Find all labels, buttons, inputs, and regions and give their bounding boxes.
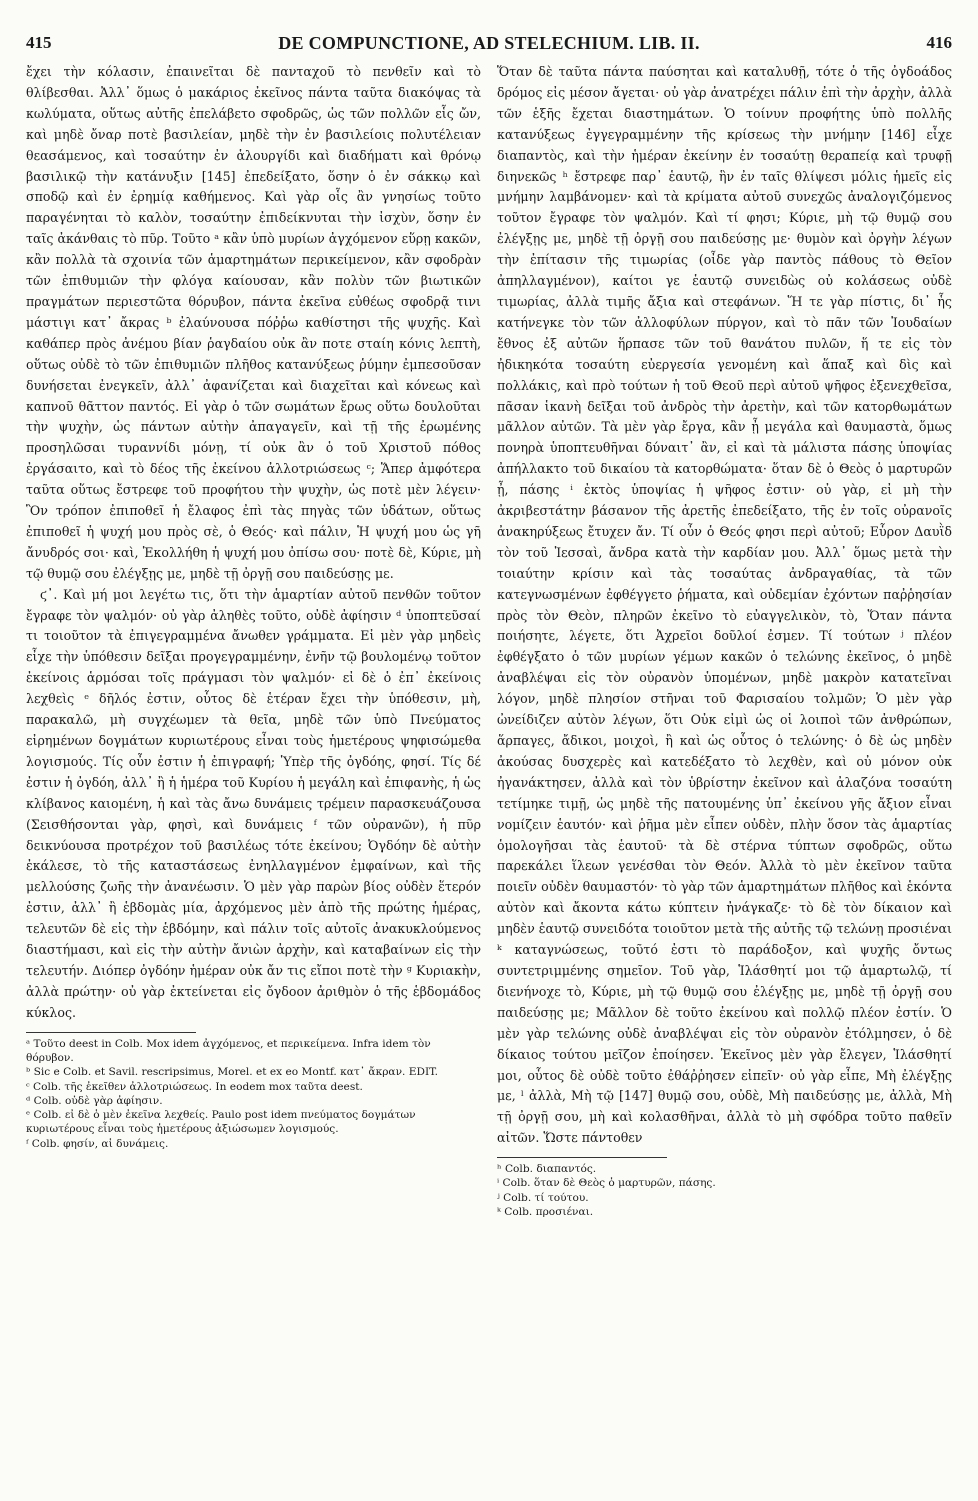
footnote: ᶜ Colb. τῆς ἐκεῖθεν ἀλλοτριώσεως. In eodem mox ταῦτα deest.: [26, 1080, 363, 1093]
footnote: ᵉ Colb. εἰ δὲ ὁ μὲν ἐκεῖνα λεχθείς. Paulo post idem πνεύματος δογμάτων κυριωτέρους εἶναι τοὺς ἡμετέρους ἀξιώσωμεν λογισμούς.: [26, 1109, 416, 1136]
footnote: ʲ Colb. τί τούτου.: [497, 1191, 589, 1204]
footnote-rule: [26, 1032, 196, 1033]
footnote: ᵈ Colb. οὐδὲ γὰρ ἀφίησιν.: [26, 1094, 163, 1107]
running-header: [26, 30, 952, 56]
footnote: ʰ Colb. διαπαντός.: [497, 1163, 597, 1176]
page-number-left: 415: [26, 33, 52, 52]
footnotes: [497, 1157, 952, 1219]
footnote: ᶠ Colb. φησίν, αἱ δυνάμεις.: [26, 1137, 169, 1150]
footnotes: [26, 1032, 481, 1151]
page-number-right: 416: [926, 33, 952, 52]
paragraph: ϛ᾽. Καὶ μή μοι λεγέτω τις, ὅτι τὴν ἁμαρτίαν αὐτοῦ πενθῶν τοῦτον ἔγραφε τὸν ψαλμόν· οὐ γὰρ ἀληθὲς τοῦτο, οὐδὲ ἀφίησιν ᵈ ὑποπτεῦσαί τι τοιοῦτον τὰ ἐπιγεγραμμένα ἄνωθεν γράμματα. Εἰ μὲν γὰρ μηδεὶς εἶχε τὴν ὑπόθεσιν δεῖξαι προγεγραμμένην, ἐνῆν τῷ βουλομένῳ τοῦτον ἐκείνοις ἁρμόσαι τοῖς πράγμασι τὸν ψαλμόν· εἰ δὲ ὁ ἐπ᾽ ἐκείνοις λεχθεὶς ᵉ δῆλός ἐστιν, οὗτος δὲ ἑτέραν ἔχει τὴν ὑπόθεσιν, μὴ, παρακαλῶ, μὴ συγχέωμεν τὰ θεῖα, μηδὲ τῶν ὑπὸ Πνεύματος εἰρημένων δογμάτων κυριωτέρους εἶναι τοὺς ἡμετέρους ψηφισώμεθα λογισμούς. Τίς οὖν ἐστιν ἡ ἐπιγραφή; Ὑπὲρ τῆς ὀγδόης, φησί. Τίς δέ ἐστιν ἡ ὀγδόη, ἀλλ᾽ ἢ ἡ ἡμέρα τοῦ Κυρίου ἡ μεγάλη καὶ ἐπιφανὴς, ἡ ὡς κλίβανος καιομένη, ἡ καὶ τὰς ἄνω δυνάμεις τρέμειν παρασκευάζουσα (Σεισθήσονται γὰρ, φησὶ, καὶ δυνάμεις ᶠ τῶν οὐρανῶν), ἡ πῦρ δεικνύουσα προτρέχον τοῦ βασιλέως τότε ἐκείνου; Ὀγδόην δὲ αὐτὴν ἐκάλεσε, τὸ τῆς καταστάσεως ἐνηλλαγμένον ἐμφαίνων, καὶ τῆς μελλούσης ζωῆς τὴν ἀνανέωσιν. Ὁ μὲν γὰρ παρὼν βίος οὐδὲν ἕτερόν ἐστιν, ἀλλ᾽ ἢ ἑβδομὰς μία, ἀρχόμενος μὲν ἀπὸ τῆς πρώτης ἡμέρας, τελευτῶν δὲ εἰς τὴν ἑβδόμην, καὶ πάλιν τοῖς αὐτοῖς ἀνακυκλούμενος διαστήμασι, καὶ εἰς τὴν αὐτὴν ἄνιὼν ἀρχὴν, καὶ καταβαίνων εἰς τὴν τελευτήν. Διόπερ ὀγδόην ἡμέραν οὐκ ἄν τις εἴποι ποτὲ τὴν ᵍ Κυριακὴν, ἀλλὰ πρώτην· οὐ γὰρ ἐκτείνεται εἰς ὄγδοον ἀριθμὸν ὁ τῆς ἑβδομάδος κύκλος.: [26, 586, 481, 1020]
footnote: ⁱ Colb. ὅταν δὲ Θεὸς ὁ μαρτυρῶν, πάσης.: [497, 1177, 716, 1190]
running-title: DE COMPUNCTIONE, AD STELECHIUM. LIB. II.: [278, 32, 700, 53]
paragraph: ἔχει τὴν κόλασιν, ἐπαινεῖται δὲ πανταχοῦ τὸ πενθεῖν καὶ τὸ θλίβεσθαι. Ἀλλ᾽ ὅμως ὁ μακάριος ἐκεῖνος πάντα ταῦτα διακόψας τὰ κωλύματα, οὕτως αὐτῆς ἐπελάβετο σφοδρῶς, ὡς τῶν πολλῶν εἷς ὤν, καὶ μηδὲ ὄναρ ποτὲ βασιλείαν, μηδὲ τὴν ἐν βασιλείοις πολυτέλειαν θεασάμενος, καὶ τοσαύτην ἐν ἁλουργίδι καὶ διαδήματι καὶ θρόνῳ βασιλικῷ τὴν κατάνυξιν [145] ἐπεδείξατο, ὅσην ὁ ἐν σάκκῳ καὶ σποδῷ καὶ ἐν ἐρημίᾳ καθήμενος. Καὶ γὰρ οἷς ἂν γνησίως τοῦτο παραγένηται τὸ καλὸν, τοσαύτην ἐπιδείκνυται τὴν ἰσχὺν, ὅσην ἐν ταῖς ἀκάνθαις τὸ πῦρ. Τοῦτο ᵃ κἂν ὑπὸ μυρίων ἀγχόμενον εὕρῃ κακῶν, κἂν πολλὰ τὰ σχοινία τῶν ἁμαρτημάτων περικείμενον, κἂν σφοδρὰν τῶν ἐπιθυμιῶν τὴν φλόγα καίουσαν, κἂν πολὺν τῶν βιωτικῶν πραγμάτων περιεστῶτα θόρυβον, πάντα ἐκεῖνα εὐθέως σφοδρᾷ τινι μάστιγι κατ᾽ ἄκρας ᵇ ἐλαύνουσα πόῤῥω καθίστησι τῆς ψυχῆς. Καὶ καθάπερ πρὸς ἀνέμου βίαν ῥαγδαίου οὐκ ἂν ποτε σταίη κόνις λεπτὴ, οὕτως οὐδὲ τὸ τῶν ἐπιθυμιῶν πλῆθος κατανύξεως ῥύμην ἐμπεσοῦσαν δυνήσεται ἐνεγκεῖν, ἀλλ᾽ ἀφανίζεται καὶ διαχεῖται καὶ κόνεως καὶ καπνοῦ θᾶττον παντός. Εἰ γὰρ ὁ τῶν σωμάτων ἔρως οὕτω δουλοῦται τὴν ψυχὴν, ὡς πάντων αὐτὴν ἀπαγαγεῖν, καὶ τῇ τῆς ἐρωμένης προσηλῶσαι τυραννίδι μόνῃ, τί οὐκ ἂν ὁ τοῦ Χριστοῦ πόθος ἐργάσαιτο, καὶ τὸ δέος τῆς ἐκείνου ἀλλοτριώσεως ᶜ; Ἅπερ ἀμφότερα ταῦτα οὕτως ἔστρεφε τοῦ προφήτου τὴν ψυχὴν, ὡς ποτὲ μὲν λέγειν· Ὃν τρόπον ἐπιποθεῖ ἡ ἔλαφος ἐπὶ τὰς πηγὰς τῶν ὑδάτων, οὕτως ἐπιποθεῖ ἡ ψυχή μου πρὸς σὲ, ὁ Θεός· καὶ πάλιν, Ἡ ψυχή μου ὡς γῆ ἄνυδρός σοι· καὶ, Ἐκολλήθη ἡ ψυχή μου ὀπίσω σου· ποτὲ δὲ, Κύριε, μὴ τῷ θυμῷ σου ἐλέγξῃς με, μηδὲ τῇ ὀργῇ σου παιδεύσῃς με.: [26, 64, 481, 581]
left-column: [26, 62, 481, 1151]
footnote-rule: [497, 1157, 667, 1158]
right-column: [497, 62, 952, 1219]
footnote: ᵏ Colb. προσιέναι.: [497, 1206, 594, 1219]
paragraph: Ὅταν δὲ ταῦτα πάντα παύσηται καὶ καταλυθῇ, τότε ὁ τῆς ὀγδοάδος δρόμος εἰς μέσον ἄγεται· οὐ γὰρ ἀνατρέχει πάλιν ἐπὶ τὴν ἀρχὴν, ἀλλὰ τῶν ἑξῆς ἔχεται διαστημάτων. Ὁ τοίνυν προφήτης ὑπὸ πολλῆς κατανύξεως ἐγγεγραμμένην τῆς κρίσεως τὴν μνήμην [146] εἶχε διαπαντὸς, καὶ τὴν ἡμέραν ἐκείνην ἐν τοσαύτῃ θεραπείᾳ καὶ τρυφῇ διηνεκῶς ʰ ἔστρεφε παρ᾽ ἑαυτῷ, ἣν ἐν ταῖς θλίψεσι μόλις ἡμεῖς εἰς μνήμην λαμβάνομεν· καὶ τὰ κρίματα αὐτοῦ συνεχῶς ἀναλογιζόμενος τοῦτον ἔγραφε τὸν ψαλμόν. Καὶ τί φησι; Κύριε, μὴ τῷ θυμῷ σου ἐλέγξῃς με, μηδὲ τῇ ὀργῇ σου παιδεύσῃς με· θυμὸν καὶ ὀργὴν λέγων τὴν ἐπίτασιν τῆς τιμωρίας (οἶδε γὰρ παντὸς πάθους τὸ Θεῖον ἀπηλλαγμένον), καίτοι γε ἑαυτῷ συνειδὼς οὐ κολάσεως οὐδὲ τιμωρίας, ἀλλὰ τιμῆς ἄξια καὶ στεφάνων. Ἥ τε γὰρ πίστις, δι᾽ ἧς κατήνεγκε τὸν τῶν ἀλλοφύλων πύργον, καὶ τὸ πᾶν τῶν Ἰουδαίων ἔθνος ἐξ αὐτῶν ἥρπασε τῶν τοῦ θανάτου πυλῶν, ἥ τε εἰς τὸν ἠδικηκότα τοσαύτη εὐεργεσία γενομένη καὶ ἅπαξ καὶ δὶς καὶ πολλάκις, καὶ πρὸ τούτων ἡ τοῦ Θεοῦ περὶ αὐτοῦ ψῆφος ἐξενεχθεῖσα, πᾶσαν ἱκανὴ δεῖξαι τοῦ ἀνδρὸς τὴν ἀρετὴν, καὶ τῶν κατορθωμάτων μᾶλλον αὐτῶν. Τὰ μὲν γὰρ ἔργα, κἂν ᾖ μεγάλα καὶ θαυμαστὰ, ὅμως πονηρὰ ὑποπτευθῆναι δύναιτ᾽ ἂν, εἰ καὶ τὰ μάλιστα πάσης ὑποψίας ἀπήλλακτο τοῦ δικαίου τὰ κατορθώματα· ὅταν δὲ ὁ Θεὸς ὁ μαρτυρῶν ᾖ, πάσης ⁱ ἐκτὸς ὑποψίας ἡ ψῆφος ἐστιν· οὐ γὰρ, εἰ μὴ τὴν ἀκριβεστάτην βάσανον τῆς ἀρετῆς ἐπεδείξατο, τῆς ἐν τοῖς οὐρανοῖς ἀνακηρύξεως ἔτυχεν ἄν. Τί οὖν ὁ Θεός φησι περὶ αὐτοῦ; Εὗρον Δαυῒδ τὸν τοῦ Ἰεσσαὶ, ἄνδρα κατὰ τὴν καρδίαν μου. Ἀλλ᾽ ὅμως μετὰ τὴν τοιαύτην κρίσιν καὶ τὰς τοσαύτας ἀνδραγαθίας, τὰ τῶν κατεγνωσμένων ἐφθέγγετο ῥήματα, καὶ οὐδεμίαν ἐχόντων παῤῥησίαν πρὸς τὸν Θεὸν, πληρῶν ἐκεῖνο τὸ εὐαγγελικὸν, τὸ, Ὅταν πάντα ποιήσητε, λέγετε, ὅτι Ἀχρεῖοι δοῦλοί ἐσμεν. Τί τούτων ʲ πλέον ἐφθέγξατο ὁ τῶν μυρίων γέμων κακῶν ὁ τελώνης ἐκεῖνος, ὁ μηδὲ ἀναβλέψαι εἰς τὸν οὐρανὸν ὑπομένων, μηδὲ μακρὸν κατατεῖναι λόγον, μηδὲ πλησίον στῆναι τοῦ Φαρισαίου τολμῶν; Ὁ μὲν γὰρ ὠνείδιζεν αὐτὸν λέγων, ὅτι Οὐκ εἰμὶ ὡς οἱ λοιποὶ τῶν ἀνθρώπων, ἅρπαγες, ἄδικοι, μοιχοὶ, ἢ καὶ ὡς οὗτος ὁ τελώνης· ὁ δὲ ὡς μηδὲν ἀκούσας δυσχερὲς καὶ κατεδέξατο τὸ λεχθὲν, καὶ οὐ μόνον οὐκ ἠγανάκτησεν, ἀλλὰ καὶ τὸν ὑβρίστην ἐκεῖνον καὶ ἀλαζόνα τοσαύτη τετίμηκε τιμῇ, ὡς μηδὲ τῆς πατουμένης ὑπ᾽ ἐκείνου γῆς ἄξιον εἶναι νομίζειν ἑαυτόν· καὶ ῥῆμα μὲν εἶπεν οὐδὲν, πλὴν ὅσον τὰς ἁμαρτίας ὁμολογῆσαι τὰς ἑαυτοῦ· τὰ δὲ στέρνα τύπτων σφοδρῶς, οὕτω παρεκάλει ἵλεων γενέσθαι τὸν Θεόν. Ἀλλὰ τὸ μὲν ἐκεῖνον ταῦτα ποιεῖν οὐδὲν θαυμαστόν· τὸ γὰρ τῶν ἁμαρτημάτων πλῆθος καὶ ἑκόντα αὐτὸν καὶ ἄκοντα κάτω κύπτειν ἠνάγκαζε· τὸ δὲ τὸν δίκαιον καὶ μηδὲν ἑαυτῷ συνειδότα τοιοῦτον μετὰ τῆς αὐτῆς τῷ τελώνῃ προσιέναι ᵏ καταγνώσεως, τοῦτό ἐστι τὸ παράδοξον, καὶ ψυχῆς ὄντως συντετριμμένης σημεῖον. Τοῦ γὰρ, Ἱλάσθητί μοι τῷ ἁμαρτωλῷ, τί διενήνοχε τὸ, Κύριε, μὴ τῷ θυμῷ σου ἐλέγξῃς με, μηδὲ τῇ ὀργῇ σου παιδεύσῃς με; Μᾶλλον δὲ τοῦτο ἐκείνου καὶ πολλῷ πλέον ἐστίν. Ὁ μὲν γὰρ τελώνης οὐδὲ ἀναβλέψαι εἰς τὸν οὐρανὸν ἐτόλμησεν, ὁ δὲ δίκαιος τούτου μεῖζον ἐποίησεν. Ἐκεῖνος μὲν γὰρ ἔλεγεν, Ἱλάσθητί μοι, οὗτος δὲ οὐδὲ τοῦτο ἐθάῤῥησεν εἰπεῖν· οὐ γὰρ εἶπε, Μὴ ἐλέγξῃς με, ˡ ἀλλὰ, Μὴ τῷ [147] θυμῷ σου, οὐδὲ, Μὴ παιδεύσῃς με, ἀλλὰ, Μὴ τῇ ὀργῇ σου, μὴ καὶ κολασθῆναι, ἀλλὰ τὸ μὴ σφόδρα τοῦτο παθεῖν αἰτῶν. Ὥστε πάντοθεν: [497, 64, 952, 1146]
footnote: ᵇ Sic e Colb. et Savil. rescripsimus, Morel. et ex eo Montf. κατ᾽ ἄκραν. EDIT.: [26, 1066, 439, 1079]
footnote: ᵃ Τοῦτο deest in Colb. Mox idem ἀγχόμενος, et περικείμενα. Infra idem τὸν θόρυβον.: [26, 1037, 431, 1064]
